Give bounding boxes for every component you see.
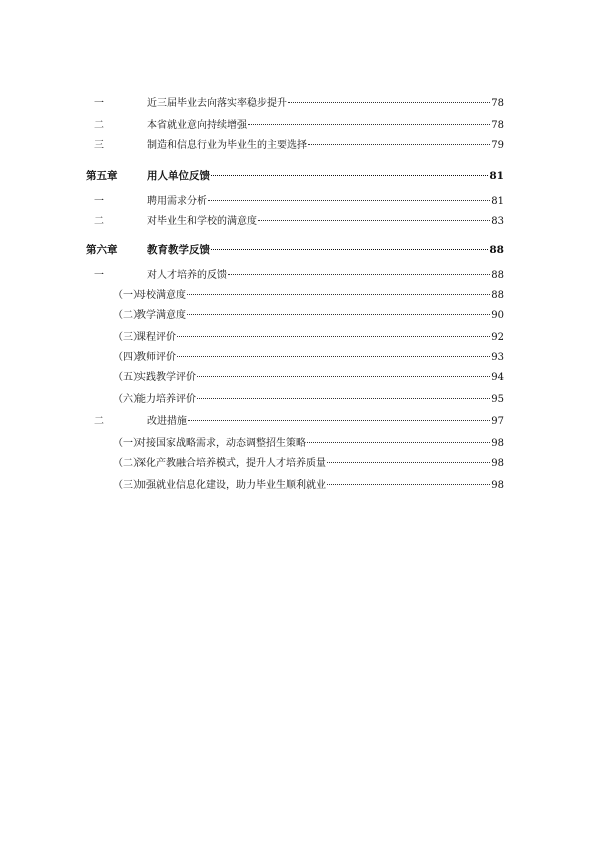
toc-entry-page: 98 — [491, 458, 504, 469]
toc-entry-page: 93 — [491, 352, 504, 363]
toc-entry-page: 88 — [491, 290, 504, 301]
toc-entry-number: 二 — [94, 416, 104, 427]
toc-entry-title: 实践教学评价 — [136, 372, 196, 383]
toc-entry-title: 制造和信息行业为毕业生的主要选择 — [147, 140, 307, 151]
toc-entry[interactable] — [0, 138, 595, 154]
dot-leader — [327, 462, 490, 463]
toc-entry-page: 97 — [491, 416, 504, 427]
toc-entry[interactable] — [0, 478, 595, 494]
dot-leader — [187, 294, 490, 295]
toc-entry-title: 对人才培养的反馈 — [147, 270, 227, 281]
toc-entry-title: 本省就业意向持续增强 — [147, 120, 247, 131]
dot-leader — [228, 274, 490, 275]
toc-entry-title: 教师评价 — [136, 352, 176, 363]
toc-chapter-entry[interactable] — [0, 168, 595, 184]
dot-leader — [208, 200, 490, 201]
toc-entry-title: 近三届毕业去向落实率稳步提升 — [147, 98, 287, 109]
toc-entry-number: 三 — [94, 140, 104, 151]
dot-leader — [248, 124, 490, 125]
toc-entry[interactable] — [0, 350, 595, 366]
toc-entry[interactable] — [0, 96, 595, 112]
toc-entry-number: （六） — [113, 394, 143, 405]
toc-entry[interactable] — [0, 392, 595, 408]
dot-leader — [177, 336, 490, 337]
toc-entry[interactable] — [0, 214, 595, 230]
dot-leader — [197, 398, 490, 399]
toc-entry-number: 一 — [94, 270, 104, 281]
toc-entry-number: 第五章 — [86, 170, 118, 182]
toc-entry[interactable] — [0, 268, 595, 284]
dot-leader — [211, 175, 488, 176]
toc-entry-title: 聘用需求分析 — [147, 196, 207, 207]
toc-entry-number: （三） — [113, 332, 143, 343]
toc-entry[interactable] — [0, 118, 595, 134]
toc-entry-page: 78 — [491, 120, 504, 131]
toc-entry-page: 81 — [489, 170, 504, 182]
toc-entry-number: （一） — [113, 290, 143, 301]
toc-entry-number: 二 — [94, 216, 104, 227]
dot-leader — [258, 220, 490, 221]
toc-entry[interactable] — [0, 330, 595, 346]
toc-entry-page: 95 — [491, 394, 504, 405]
toc-entry[interactable] — [0, 308, 595, 324]
dot-leader — [288, 102, 490, 103]
toc-entry-number: 一 — [94, 98, 104, 109]
dot-leader — [308, 144, 490, 145]
toc-entry-number: （五） — [113, 372, 143, 383]
toc-entry-title: 课程评价 — [136, 332, 176, 343]
toc-entry-page: 92 — [491, 332, 504, 343]
toc-entry-page: 90 — [491, 310, 504, 321]
dot-leader — [177, 356, 490, 357]
toc-entry-page: 94 — [491, 372, 504, 383]
toc-entry-title: 能力培养评价 — [136, 394, 196, 405]
toc-entry-title: 母校满意度 — [136, 290, 186, 301]
toc-entry-title: 改进措施 — [147, 416, 187, 427]
toc-entry-number: 二 — [94, 120, 104, 131]
dot-leader — [307, 442, 490, 443]
toc-entry-page: 78 — [491, 98, 504, 109]
toc-entry-title: 对接国家战略需求，动态调整招生策略 — [136, 438, 306, 449]
toc-entry-number: （三） — [113, 480, 143, 491]
dot-leader — [197, 376, 490, 377]
toc-entry-number: （四） — [113, 352, 143, 363]
toc-entry[interactable] — [0, 288, 595, 304]
toc-entry-title: 用人单位反馈 — [147, 170, 210, 182]
dot-leader — [187, 314, 490, 315]
dot-leader — [211, 249, 488, 250]
toc-chapter-entry[interactable] — [0, 242, 595, 258]
toc-entry-number: 第六章 — [86, 244, 118, 256]
toc-entry-number: 一 — [94, 196, 104, 207]
toc-entry[interactable] — [0, 370, 595, 386]
toc-entry-title: 对毕业生和学校的满意度 — [147, 216, 257, 227]
toc-entry-page: 98 — [491, 480, 504, 491]
dot-leader — [327, 484, 490, 485]
toc-entry-page: 83 — [491, 216, 504, 227]
toc-entry-page: 98 — [491, 438, 504, 449]
toc-entry-title: 教育教学反馈 — [147, 244, 210, 256]
toc-entry-number: （二） — [113, 310, 143, 321]
toc-entry-title: 教学满意度 — [136, 310, 186, 321]
toc-entry-page: 79 — [491, 140, 504, 151]
dot-leader — [188, 420, 490, 421]
toc-entry-number: （二） — [113, 458, 143, 469]
toc-entry[interactable] — [0, 436, 595, 452]
toc-entry[interactable] — [0, 456, 595, 472]
toc-entry-title: 加强就业信息化建设，助力毕业生顺利就业 — [136, 480, 326, 491]
toc-entry-title: 深化产教融合培养模式，提升人才培养质量 — [136, 458, 326, 469]
toc-entry-page: 88 — [489, 244, 504, 256]
toc-entry-page: 88 — [491, 270, 504, 281]
toc-entry[interactable] — [0, 414, 595, 430]
toc-entry-page: 81 — [491, 196, 504, 207]
toc-entry-number: （一） — [113, 438, 143, 449]
toc-entry[interactable] — [0, 194, 595, 210]
